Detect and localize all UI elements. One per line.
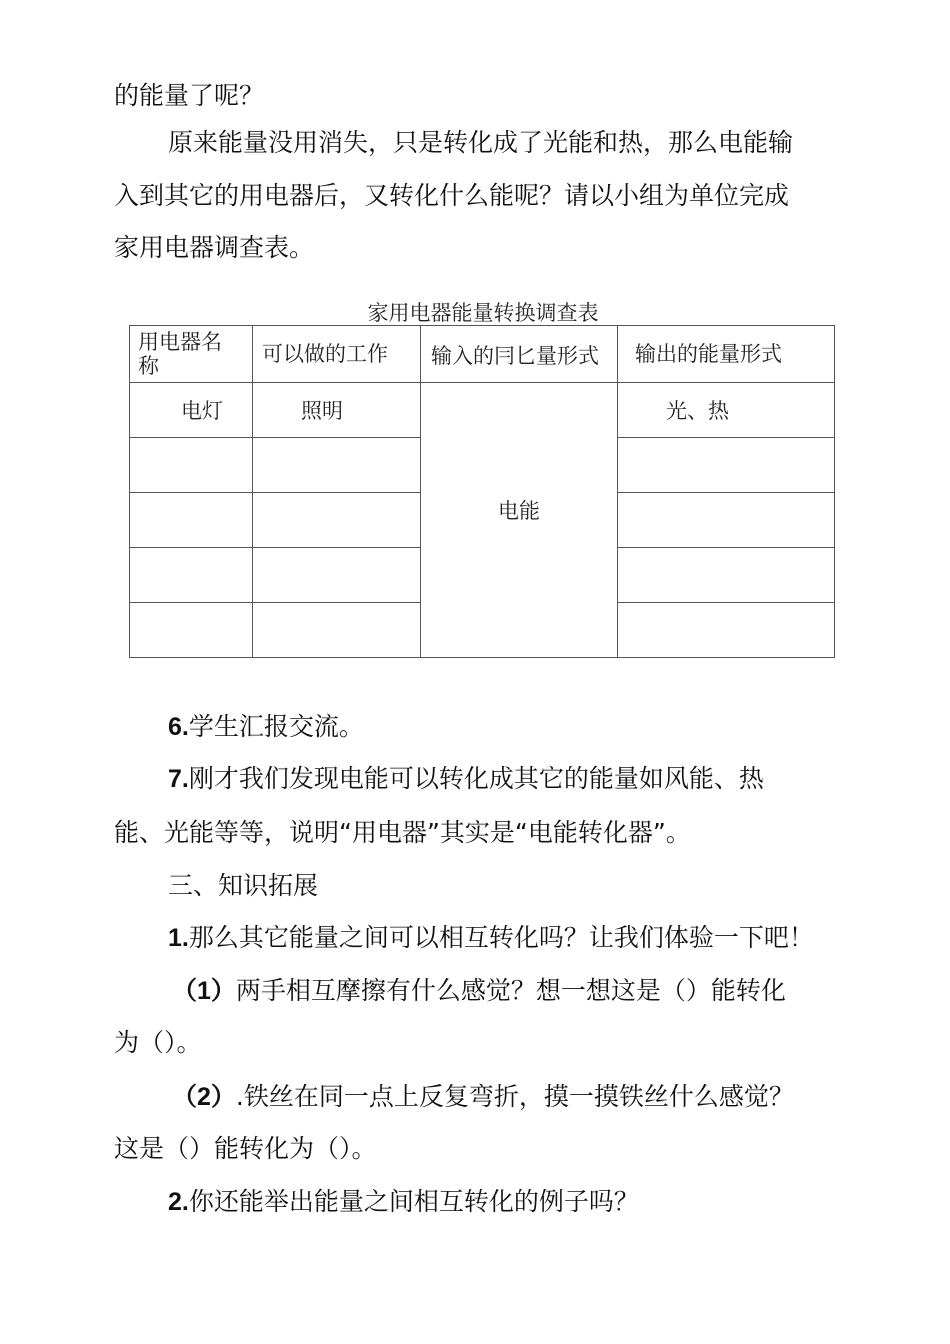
cell-work[interactable] [253, 548, 421, 603]
cell-appliance[interactable] [130, 603, 253, 658]
step-text: 学生汇报交流。 [188, 712, 364, 741]
cell-appliance[interactable] [130, 438, 253, 493]
cell-appliance: 电灯 [130, 383, 253, 438]
question-2 [168, 1186, 639, 1218]
header-cell-appliance: 用电器名称 [130, 326, 253, 383]
question-number: （1） [172, 977, 236, 1005]
step-text: 刚才我们发现电能可以转化成其它的能量如风能、热 [188, 764, 764, 793]
cell-appliance[interactable] [130, 548, 253, 603]
cell-input-energy: 电能 [421, 383, 618, 658]
question-1-1 [172, 975, 786, 1007]
question-1 [168, 922, 814, 954]
cell-work: 照明 [253, 383, 421, 438]
question-number: （2） [172, 1083, 236, 1111]
paragraph-line: 为（）。 [114, 1028, 202, 1057]
header-cell-output: 输出的能量形式 [618, 326, 835, 383]
table-row [130, 383, 835, 438]
header-cell-input: 输入的冃匕量形式 [421, 326, 618, 383]
cell-work[interactable] [253, 603, 421, 658]
cell-output[interactable] [618, 603, 835, 658]
question-text: .铁丝在同一点上反复弯折，摸一摸铁丝什么感觉？ [235, 1082, 794, 1111]
cell-work[interactable] [253, 493, 421, 548]
question-text: 你还能举出能量之间相互转化的例子吗？ [188, 1187, 639, 1216]
question-text: 两手相互摩擦有什么感觉？想一想这是（）能转化 [235, 976, 786, 1005]
question-number: 1. [168, 924, 189, 952]
cell-output: 光、热 [618, 383, 835, 438]
cell-output[interactable] [618, 438, 835, 493]
step-6 [168, 711, 364, 743]
cell-work[interactable] [253, 438, 421, 493]
step-7 [168, 763, 764, 795]
table-caption: 家用电器能量转换调查表 [367, 301, 599, 325]
paragraph-line: 原来能量没用消失，只是转化成了光能和热，那么电能输 [168, 128, 794, 157]
paragraph-line: 这是（）能转化为（）。 [114, 1134, 377, 1163]
question-text: 那么其它能量之间可以相互转化吗？让我们体验一下吧！ [188, 923, 814, 952]
header-cell-work: 可以做的工作 [253, 326, 421, 383]
cell-output[interactable] [618, 493, 835, 548]
question-number: 2. [168, 1188, 189, 1216]
step-number: 6. [168, 713, 189, 741]
step-number: 7. [168, 765, 189, 793]
question-1-2 [172, 1081, 794, 1113]
table-header-row [130, 326, 835, 383]
paragraph-line: 的能量了呢？ [114, 81, 265, 110]
cell-output[interactable] [618, 548, 835, 603]
paragraph-line: 家用电器调查表。 [114, 233, 315, 262]
cell-appliance[interactable] [130, 493, 253, 548]
paragraph-line: 能、光能等等，说明“用电器”其实是“电能转化器”。 [114, 818, 691, 847]
appliance-survey-table [129, 325, 835, 658]
paragraph-line: 入到其它的用电器后，又转化什么能呢？请以小组为单位完成 [114, 181, 790, 210]
section-heading: 三、知识拓展 [168, 871, 319, 900]
